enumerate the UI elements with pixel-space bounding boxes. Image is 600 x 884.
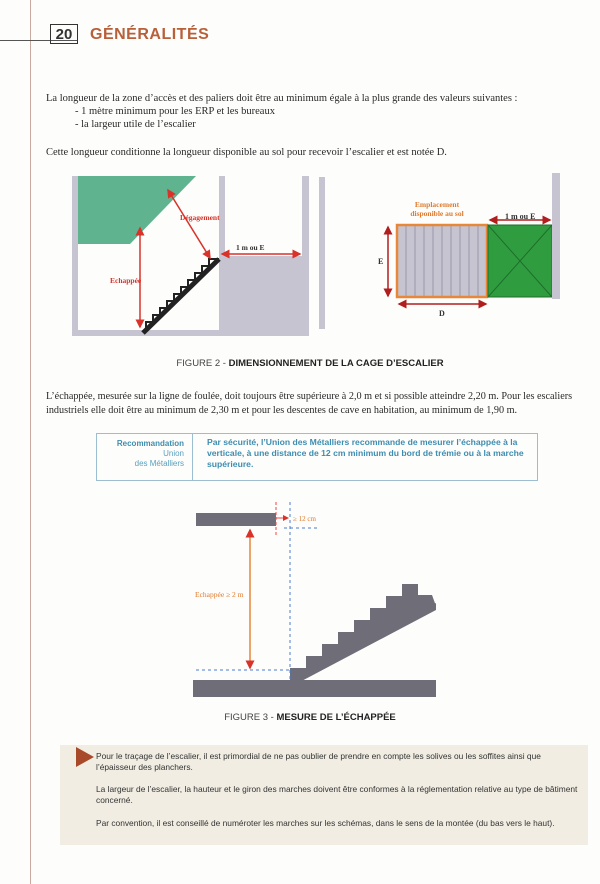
- stair-section-diagram: [72, 176, 309, 336]
- label-degagement: Dégagement: [180, 213, 220, 222]
- label-emplacement-1: Emplacement: [414, 200, 460, 209]
- label-emplacement-2: disponible au sol: [410, 209, 464, 218]
- label-echappee-2m: Echappée ≥ 2 m: [195, 590, 244, 599]
- label-1m-right: 1 m ou E: [505, 212, 536, 221]
- separator-wall: [319, 177, 325, 329]
- recommendation-text: Par sécurité, l’Union des Métalliers recommande de mesurer l’échappée à la verticale, à une distance de 12 cm minimum du bord de trémie ou à la marche supérieure.: [207, 437, 524, 469]
- plan-wall: [552, 173, 560, 299]
- stair-flight: [272, 584, 436, 680]
- note-1: Pour le traçage de l’escalier, il est primordial de ne pas oublier de prendre en compte les solives ou les soffites ainsi que l’épaisseur des planchers.: [96, 751, 541, 772]
- stair-plan-diagram: [388, 173, 560, 304]
- ground-slab: [193, 680, 436, 697]
- left-wall: [72, 176, 78, 336]
- note-arrow-icon: [76, 747, 94, 767]
- figure-2-caption: FIGURE 2 - DIMENSIONNEMENT DE LA CAGE D’ESCALIER: [176, 358, 444, 369]
- label-echappee: Echappée: [110, 276, 142, 285]
- intro-bullet-1: - 1 mètre minimum pour les ERP et les bureaux: [75, 106, 275, 117]
- section-title: GÉNÉRALITÉS: [90, 26, 210, 43]
- note-2: La largeur de l’escalier, la hauteur et le giron des marches doivent être conformes à la réglementation relative au type de bâtiment concerné.: [96, 784, 578, 805]
- intro-bullet-2: - la largeur utile de l’escalier: [75, 119, 196, 130]
- page-number: 20: [50, 24, 78, 44]
- right-wall: [302, 176, 309, 256]
- label-E: E: [378, 257, 384, 266]
- figure-3-caption: FIGURE 3 - MESURE DE L’ÉCHAPPÉE: [224, 712, 396, 723]
- note-3: Par convention, il est conseillé de numéroter les marches sur les schémas, dans le sens de la montée (du bas vers le haut).: [96, 818, 555, 828]
- degagement-arrow: [168, 190, 210, 258]
- landing-block: [219, 256, 309, 336]
- stair-stringer: [143, 259, 219, 333]
- figure-3-diagram: [193, 502, 436, 697]
- upper-slab: [196, 513, 276, 526]
- label-12cm: ≥ 12 cm: [293, 515, 316, 523]
- upper-floor-slab: [72, 176, 196, 244]
- label-D: D: [439, 309, 445, 318]
- echappee-paragraph-line-2: industriels elle doit être au minimum de 2,30 m et pour les descentes de cave en habitation, au minimum de 1,90 m.: [46, 405, 518, 416]
- recommendation-label: Recommandation Union des Métalliers: [97, 434, 193, 480]
- recommendation-box: [96, 433, 538, 481]
- intro-paragraph: La longueur de la zone d’accès et des paliers doit être au minimum égale à la plus grande des valeurs suivantes :: [46, 93, 518, 104]
- label-1m-left: 1 m ou E: [236, 243, 265, 252]
- echappee-paragraph-line-1: L’échappée, mesurée sur la ligne de foulée, doit toujours être supérieure à 2,0 m et si possible atteindre 2,20 m. Pour les escaliers: [46, 391, 573, 402]
- intro-paragraph-2: Cette longueur conditionne la longueur disponible au sol pour recevoir l’escalier et est notée D.: [46, 147, 447, 158]
- landing-wall: [219, 176, 225, 256]
